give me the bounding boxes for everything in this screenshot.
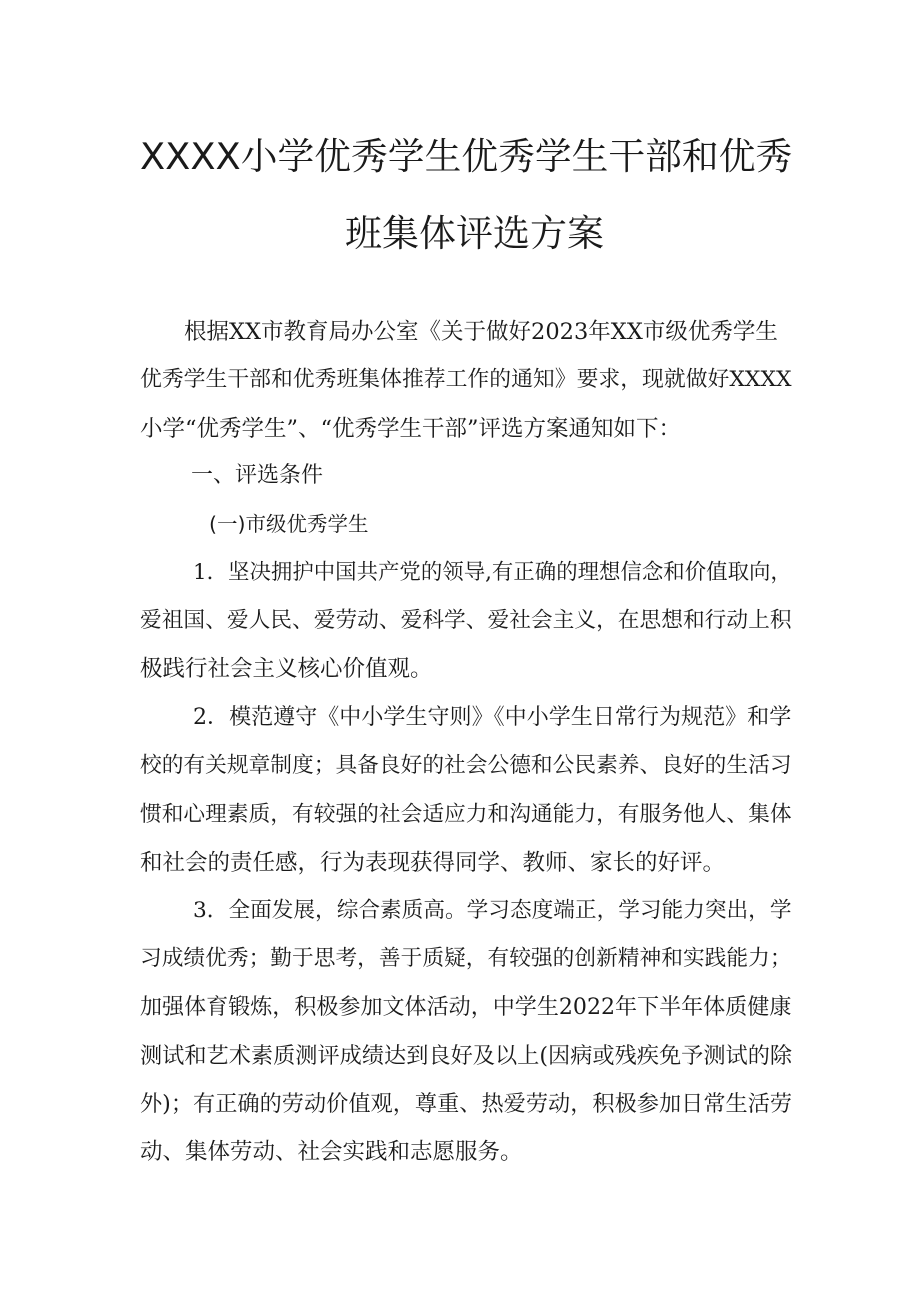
- item-3-line-1: 3．全面发展，综合素质高。学习态度端正，学习能力突出，学: [193, 898, 792, 923]
- item-2-line-2: 校的有关规章制度；具备良好的社会公德和公民素养、良好的生活习: [140, 753, 792, 778]
- item-3-line-5: 外)；有正确的劳动价值观，尊重、热爱劳动，积极参加日常生活劳: [140, 1091, 793, 1117]
- item-1-line-1: 1．坚决拥护中国共产党的领导,有正确的理想信念和价值取向，: [193, 560, 792, 585]
- document-title-line-1: XXXX小学优秀学生优秀学生干部和优秀: [140, 135, 793, 178]
- item-3-line-3: 加强体育锻炼，积极参加文体活动，中学生2022年下半年体质健康: [140, 995, 792, 1020]
- item-1-line-2: 爱祖国、爱人民、爱劳动、爱科学、爱社会主义，在思想和行动上积: [140, 608, 792, 633]
- intro-line-1: 根据XX市教育局办公室《关于做好2023年XX市级优秀学生: [184, 319, 778, 345]
- section-heading-criteria: 一、评选条件: [191, 463, 324, 488]
- item-2-line-4: 和社会的责任感，行为表现获得同学、教师、家长的好评。: [140, 850, 726, 876]
- item-2-line-1: 2．模范遵守《中小学生守则》《中小学生日常行为规范》和学: [193, 705, 792, 730]
- item-3-line-2: 习成绩优秀；勤于思考，善于质疑，有较强的创新精神和实践能力；: [140, 946, 792, 971]
- item-2-line-3: 惯和心理素质，有较强的社会适应力和沟通能力，有服务他人、集体: [140, 802, 792, 827]
- item-1-line-3: 极践行社会主义核心价值观。: [140, 656, 433, 682]
- intro-line-2: 优秀学生干部和优秀班集体推荐工作的通知》要求，现就做好XXXX: [140, 367, 792, 392]
- item-3-line-4: 测试和艺术素质测评成绩达到良好及以上(因病或残疾免予测试的除: [140, 1043, 793, 1069]
- intro-line-3: 小学“优秀学生”、“优秀学生干部”评选方案通知如下：: [140, 416, 682, 442]
- subsection-heading-city-excellent-student: (一)市级优秀学生: [209, 512, 369, 536]
- document-title-line-2: 班集体评选方案: [345, 212, 604, 255]
- item-3-line-6: 动、集体劳动、社会实践和志愿服务。: [140, 1139, 523, 1165]
